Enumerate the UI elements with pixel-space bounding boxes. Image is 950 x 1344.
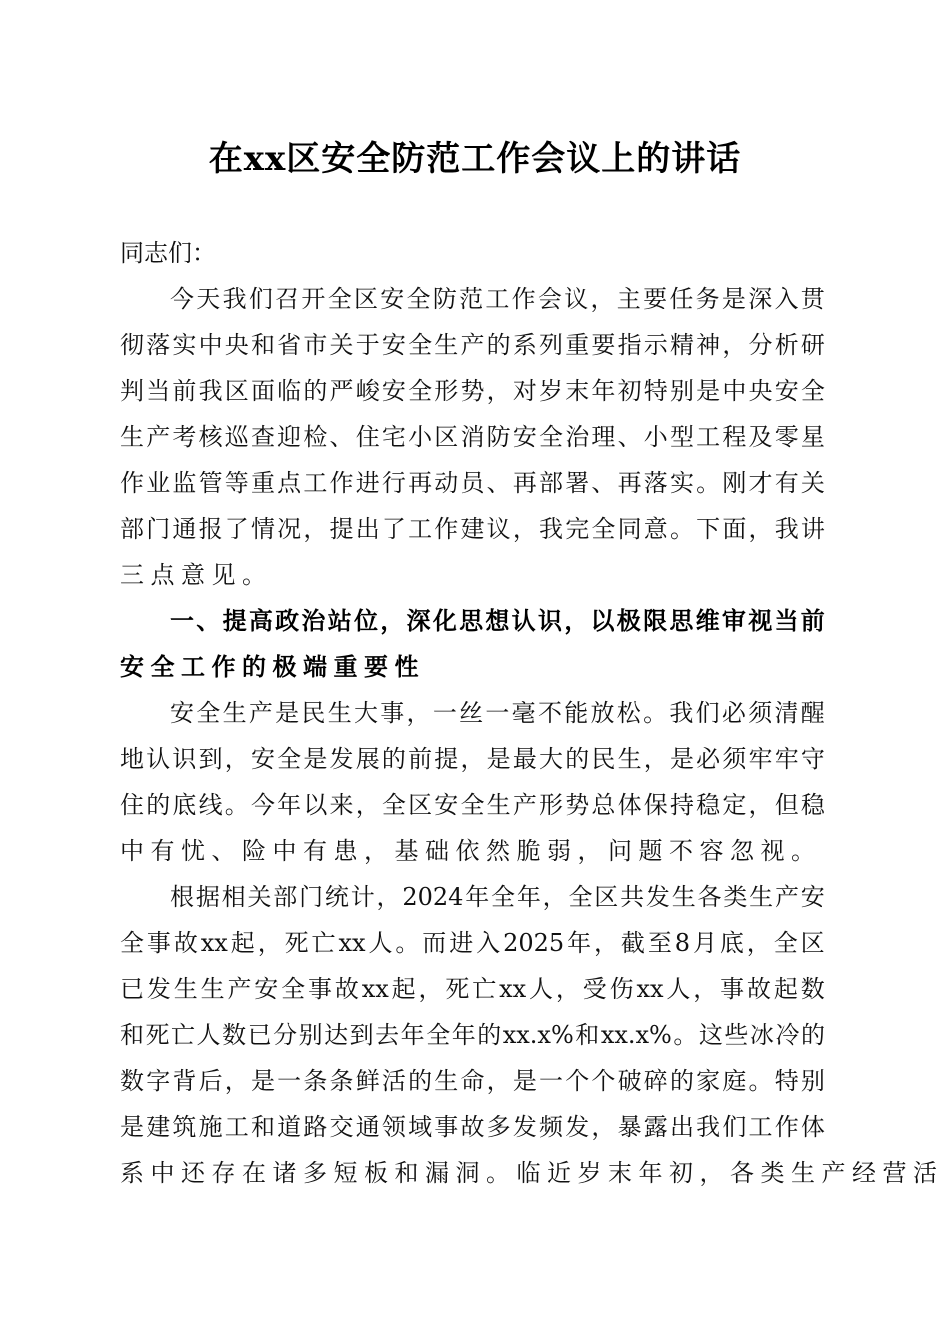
salutation [120,230,825,276]
text-line: 地 认 识 到 ， 安 全 是 发 展 的 前 提 ， 是 最 大 的 民 生 ， 是 必 须 牢 牢 守 [120,745,825,773]
text-line: 彻 落 实 中 央 和 省 市 关 于 安 全 生 产 的 系 列 重 要 指 示 精 神 ， 分 析 研 [120,331,825,359]
text-line: 判 当 前 我 区 面 临 的 严 峻 安 全 形 势 ， 对 岁 末 年 初 特 别 是 中 央 安 全 [120,377,825,405]
text-line: 已 发 生 生 产 安 全 事 故 xx 起 ， 死 亡 xx 人 ， 受 伤 xx 人 ， 事 故 起 数 [120,975,825,1003]
paragraph [120,690,825,874]
document-body [120,230,937,1196]
text-line: 安 全 工 作 的 极 端 重 要 性 [120,653,419,681]
text-line: 作 业 监 管 等 重 点 工 作 进 行 再 动 员 、 再 部 署 、 再 落 实 。 刚 才 有 关 [120,469,825,497]
text-line: 安 全 生 产 是 民 生 大 事 ， 一 丝 一 毫 不 能 放 松 。 我 们 必 须 清 醒 [170,699,825,727]
document-title: 在xx区安全防范工作会议上的讲话 [208,139,742,179]
section-heading [120,598,825,690]
text-line: 一 、 提 高 政 治 站 位 ， 深 化 思 想 认 识 ， 以 极 限 思 维 审 视 当 前 [170,607,825,635]
text-line: 住 的 底 线 。 今 年 以 来 ， 全 区 安 全 生 产 形 势 总 体 保 持 稳 定 ， 但 稳 [120,791,825,819]
text-line: 今 天 我 们 召 开 全 区 安 全 防 范 工 作 会 议 ， 主 要 任 务 是 深 入 贯 [170,285,825,313]
text-line: 根 据 相 关 部 门 统 计 ， 2024 年 全 年 ， 全 区 共 发 生 各 类 生 产 安 [170,883,825,911]
paragraphs [120,276,937,1196]
salutation-text: 同志们： [120,239,216,267]
text-line: 和 死 亡 人 数 已 分 别 达 到 去 年 全 年 的 xx.x% 和 xx.x% 。 这 些 冰 冷 的 [120,1021,825,1049]
text-line: 三 点 意 见 。 [120,561,266,589]
paragraph [120,276,825,598]
text-line: 中 有 忧 、 险 中 有 患 ， 基 础 依 然 脆 弱 ， 问 题 不 容 忽 视 。 [120,837,815,865]
text-line: 是 建 筑 施 工 和 道 路 交 通 领 域 事 故 多 发 频 发 ， 暴 露 出 我 们 工 作 体 [120,1113,825,1141]
text-line: 全 事 故 xx 起 ， 死 亡 xx 人 。 而 进 入 2025 年 ， 截 至 8 月 底 ， 全 区 [120,929,825,957]
text-line: 部 门 通 报 了 情 况 ， 提 出 了 工 作 建 议 ， 我 完 全 同 意 。 下 面 ， 我 讲 [120,515,825,543]
text-line: 系 中 还 存 在 诸 多 短 板 和 漏 洞 。 临 近 岁 末 年 初 ， 各 类 生 产 经 营 活 [120,1159,937,1187]
text-line: 数 字 背 后 ， 是 一 条 条 鲜 活 的 生 命 ， 是 一 个 个 破 碎 的 家 庭 。 特 别 [120,1067,825,1095]
text-line: 生 产 考 核 巡 查 迎 检 、 住 宅 小 区 消 防 安 全 治 理 、 小 型 工 程 及 零 星 [120,423,825,451]
paragraph [120,874,937,1196]
